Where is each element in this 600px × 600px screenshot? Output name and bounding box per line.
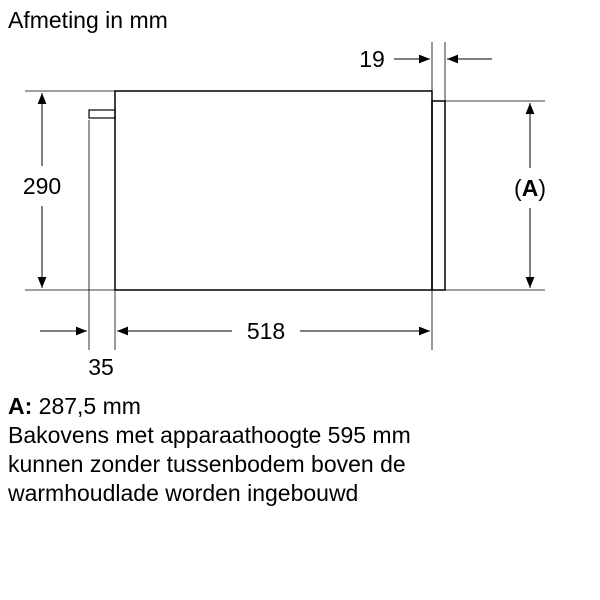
note-line: kunnen zonder tussenbodem boven de	[8, 451, 406, 477]
note-line: warmhoudlade worden ingebouwd	[8, 480, 359, 506]
width-label: 518	[246, 318, 286, 344]
page-title: Afmeting in mm	[8, 7, 168, 33]
extension-lines	[22, 42, 545, 350]
variable-dimension-label: (A)	[514, 175, 546, 201]
note-key-value: 287,5 mm	[32, 393, 141, 419]
note-key-line	[8, 392, 598, 421]
dimension-note	[8, 392, 598, 508]
thickness-label: 19	[359, 46, 385, 72]
appliance-body	[115, 91, 432, 290]
height-label: 290	[22, 173, 62, 199]
note-key-label: A:	[8, 393, 33, 419]
offset-label: 35	[88, 354, 114, 380]
note-line: Bakovens met apparaathoogte 595 mm	[8, 422, 411, 448]
front-panel	[432, 101, 445, 290]
mounting-bracket	[89, 110, 115, 118]
